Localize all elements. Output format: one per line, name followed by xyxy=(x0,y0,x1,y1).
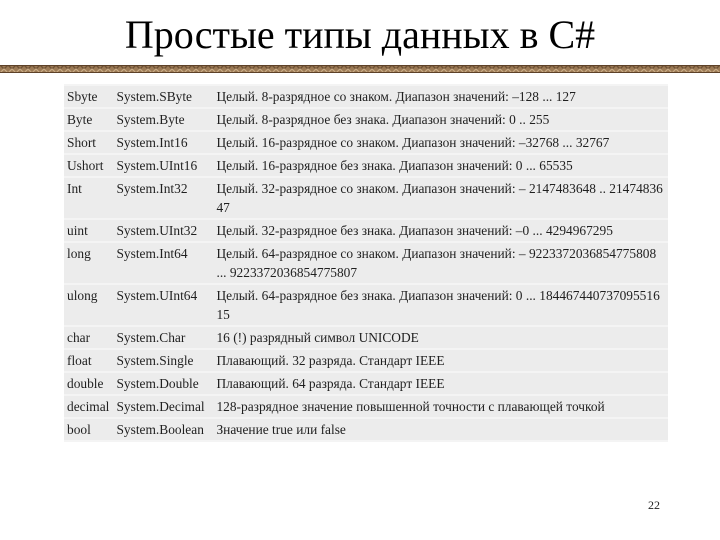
table-row xyxy=(64,109,668,130)
system-type-cell: System.Single xyxy=(113,350,213,371)
page-number: 22 xyxy=(648,498,660,512)
table-row xyxy=(64,419,668,440)
description-cell: 128-разрядное значение повышенной точности с плавающей точкой xyxy=(213,396,668,417)
type-name-cell: float xyxy=(64,350,113,371)
description-cell: Целый. 16-разрядное со знаком. Диапазон значений: –32768 ... 32767 xyxy=(213,132,668,153)
description-cell: Целый. 32-разрядное без знака. Диапазон значений: –0 ... 4294967295 xyxy=(213,220,668,241)
type-name-cell: decimal xyxy=(64,396,113,417)
system-type-cell: System.Decimal xyxy=(113,396,213,417)
description-cell: Целый. 8-разрядное без знака. Диапазон значений: 0 .. 255 xyxy=(213,109,668,130)
description-cell: Целый. 8-разрядное со знаком. Диапазон значений: –128 ... 127 xyxy=(213,86,668,107)
system-type-cell: System.Char xyxy=(113,327,213,348)
table-row xyxy=(64,132,668,153)
description-cell: Целый. 64-разрядное без знака. Диапазон значений: 0 ... 18446744073709551615 xyxy=(213,285,668,325)
table-row xyxy=(64,396,668,417)
type-name-cell: uint xyxy=(64,220,113,241)
type-name-cell: char xyxy=(64,327,113,348)
table-row xyxy=(64,350,668,371)
table-row xyxy=(64,220,668,241)
system-type-cell: System.UInt64 xyxy=(113,285,213,325)
type-name-cell: long xyxy=(64,243,113,283)
description-cell: 16 (!) разрядный символ UNICODE xyxy=(213,327,668,348)
system-type-cell: System.UInt32 xyxy=(113,220,213,241)
table-row xyxy=(64,178,668,218)
system-type-cell: System.Int16 xyxy=(113,132,213,153)
table-row xyxy=(64,155,668,176)
system-type-cell: System.Double xyxy=(113,373,213,394)
description-cell: Плавающий. 64 разряда. Стандарт IEEE xyxy=(213,373,668,394)
table-row xyxy=(64,86,668,107)
decorative-divider xyxy=(0,62,720,76)
system-type-cell: System.Int32 xyxy=(113,178,213,218)
slide-title: Простые типы данных в C# xyxy=(124,12,596,57)
type-name-cell: ulong xyxy=(64,285,113,325)
type-name-cell: bool xyxy=(64,419,113,440)
type-name-cell: double xyxy=(64,373,113,394)
description-cell: Целый. 32-разрядное со знаком. Диапазон значений: – 2147483648 .. 2147483647 xyxy=(213,178,668,218)
types-table xyxy=(64,84,668,442)
type-name-cell: Ushort xyxy=(64,155,113,176)
system-type-cell: System.UInt16 xyxy=(113,155,213,176)
system-type-cell: System.Byte xyxy=(113,109,213,130)
table-row xyxy=(64,327,668,348)
type-name-cell: Int xyxy=(64,178,113,218)
table-row xyxy=(64,373,668,394)
type-name-cell: Byte xyxy=(64,109,113,130)
table-row xyxy=(64,243,668,283)
description-cell: Целый. 64-разрядное со знаком. Диапазон значений: – 9223372036854775808 ... 9223372036854775807 xyxy=(213,243,668,283)
type-name-cell: Short xyxy=(64,132,113,153)
description-cell: Плавающий. 32 разряда. Стандарт IEEE xyxy=(213,350,668,371)
description-cell: Значение true или false xyxy=(213,419,668,440)
system-type-cell: System.Int64 xyxy=(113,243,213,283)
system-type-cell: System.SByte xyxy=(113,86,213,107)
type-name-cell: Sbyte xyxy=(64,86,113,107)
system-type-cell: System.Boolean xyxy=(113,419,213,440)
description-cell: Целый. 16-разрядное без знака. Диапазон значений: 0 ... 65535 xyxy=(213,155,668,176)
table-row xyxy=(64,285,668,325)
